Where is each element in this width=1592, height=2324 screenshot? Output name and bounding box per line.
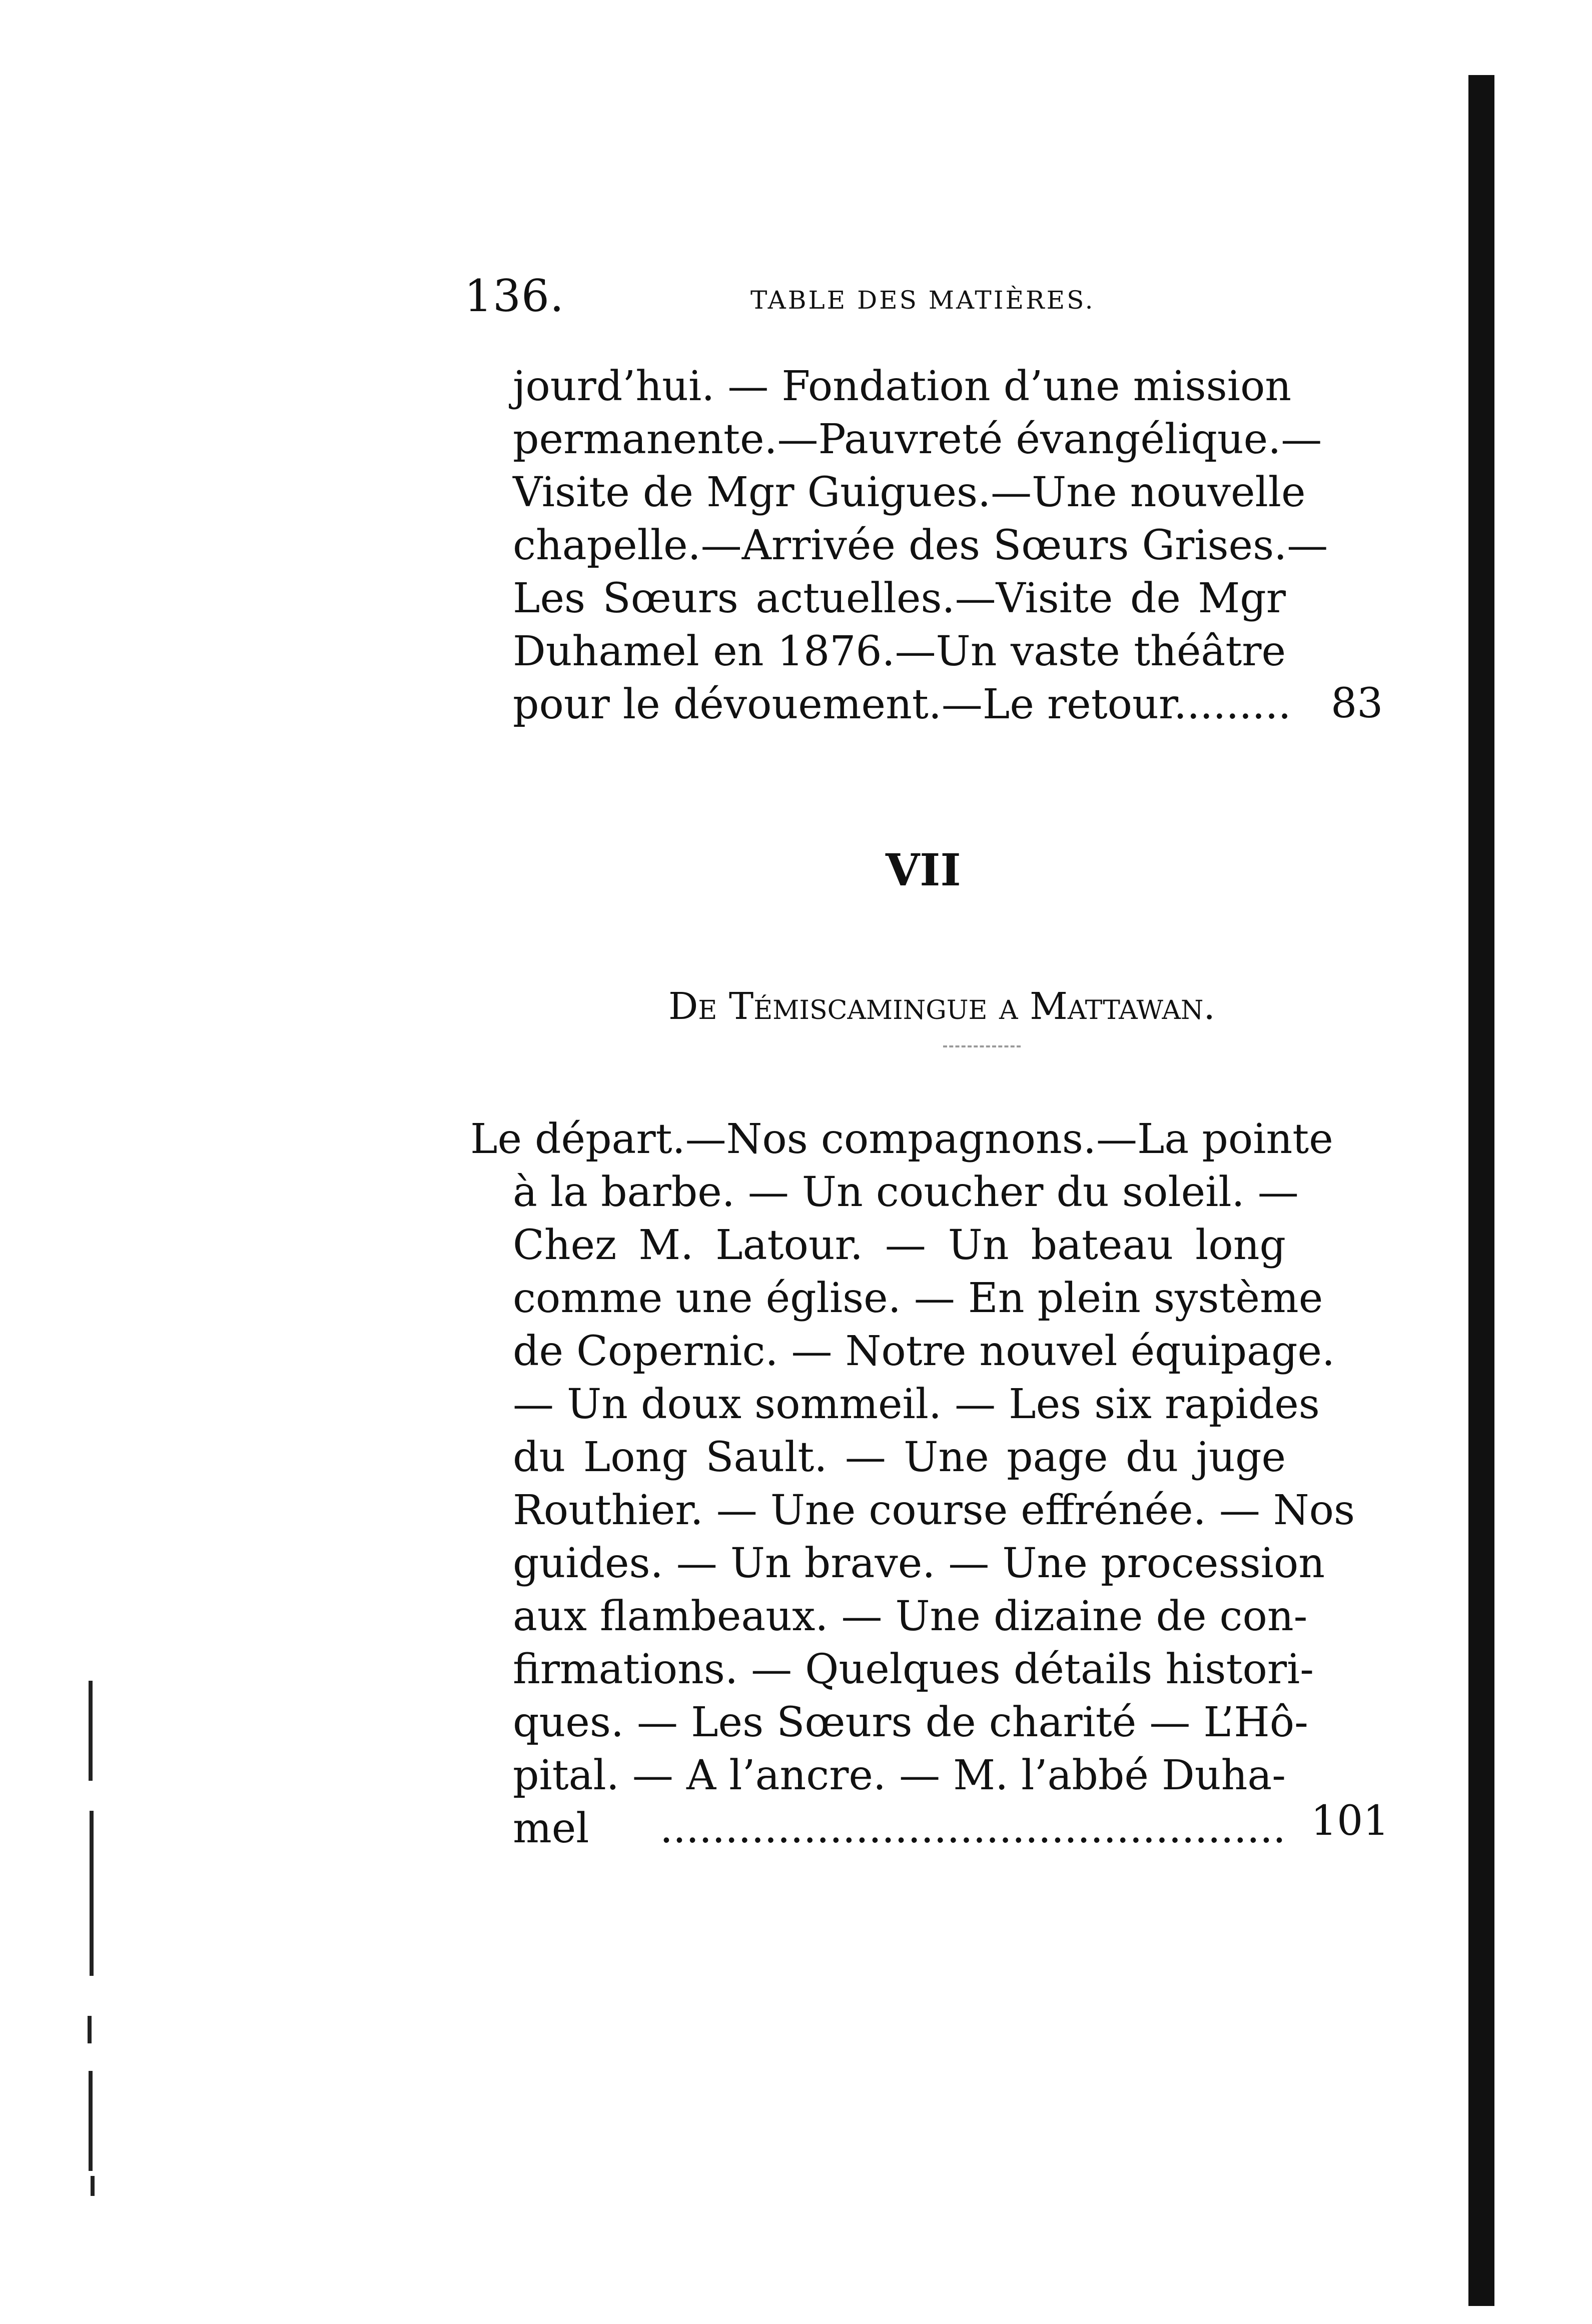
running-title: TABLE DES MATIÈRES. bbox=[750, 286, 1095, 315]
toc-page-number: 101 bbox=[1311, 1797, 1389, 1845]
heading-rule bbox=[943, 1045, 1021, 1047]
toc-entry-line: comme une église. — En plein système bbox=[513, 1275, 1323, 1322]
toc-entry-line: firmations. — Quelques détails histori- bbox=[513, 1646, 1314, 1693]
toc-entry-line: ques. — Les Sœurs de charité — L’Hô- bbox=[513, 1699, 1308, 1746]
toc-entry-line: jourd’hui. — Fondation d’une mission bbox=[513, 363, 1292, 410]
toc-entry-line: mel ................................................ bbox=[513, 1805, 1286, 1852]
page-number: 136. bbox=[464, 270, 564, 322]
toc-entry-continued bbox=[513, 360, 1328, 731]
toc-page-number: 83 bbox=[1331, 680, 1383, 727]
toc-entry-line: pour le dévouement.—Le retour......... bbox=[513, 681, 1291, 728]
page-binding-edge bbox=[1468, 75, 1494, 2306]
toc-entry-line: aux flambeaux. — Une dizaine de con- bbox=[513, 1593, 1308, 1640]
toc-entry-line: chapelle.—Arrivée des Sœurs Grises.— bbox=[513, 522, 1328, 569]
toc-entry-line: Chez M. Latour. — Un bateau long bbox=[513, 1222, 1286, 1269]
toc-entry-line: — Un doux sommeil. — Les six rapides bbox=[513, 1381, 1320, 1428]
chapter-heading: De Témiscamingue a Mattawan. bbox=[668, 985, 1215, 1028]
chapter-numeral: VII bbox=[886, 844, 961, 896]
toc-entry-line: permanente.—Pauvreté évangélique.— bbox=[513, 416, 1322, 463]
toc-entry-line: Routhier. — Une course effrénée. — Nos bbox=[513, 1487, 1355, 1534]
gutter-marks bbox=[78, 940, 108, 2191]
toc-entry-line: de Copernic. — Notre nouvel équipage. bbox=[513, 1328, 1335, 1375]
toc-entry-line: Duhamel en 1876.—Un vaste théâtre bbox=[513, 628, 1286, 675]
toc-entry-line: Le départ.—Nos compagnons.—La pointe bbox=[470, 1115, 1333, 1163]
toc-entry-line: à la barbe. — Un coucher du soleil. — bbox=[513, 1169, 1299, 1216]
toc-entry-line: Visite de Mgr Guigues.—Une nouvelle bbox=[513, 469, 1306, 516]
toc-entry-line: Les Sœurs actuelles.—Visite de Mgr bbox=[513, 575, 1286, 622]
toc-entry-line: pital. — A l’ancre. — M. l’abbé Duha- bbox=[513, 1752, 1286, 1799]
toc-entry-line: guides. — Un brave. — Une procession bbox=[513, 1540, 1325, 1587]
toc-entry-line: du Long Sault. — Une page du juge bbox=[513, 1434, 1286, 1481]
